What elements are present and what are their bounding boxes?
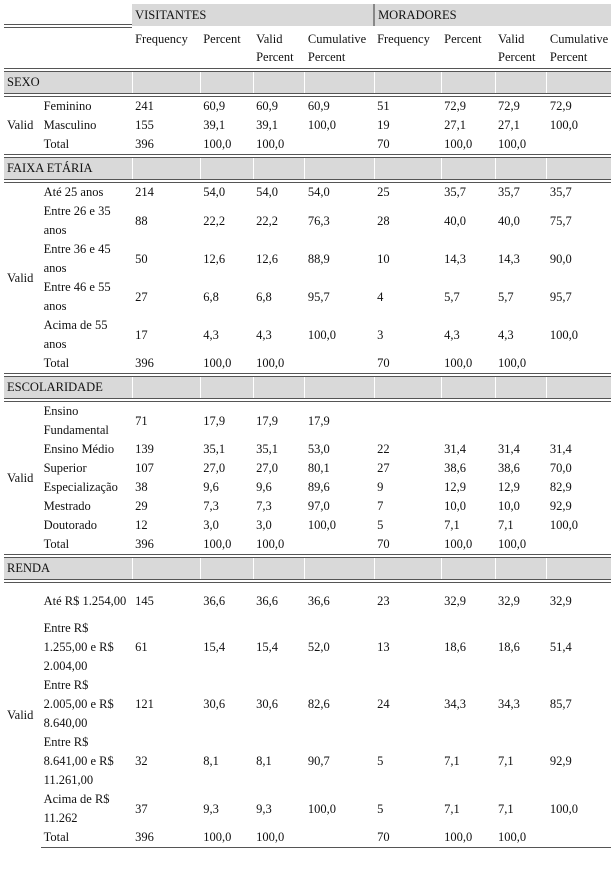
row-label: Total <box>41 354 133 375</box>
moradores-cell-valid-percent: 32,9 <box>495 581 547 619</box>
row-label: Doutorado <box>43 518 98 532</box>
section-header-row <box>4 375 611 400</box>
visitantes-cell-frequency: 145 <box>132 581 200 619</box>
moradores-cell-frequency: 5 <box>377 801 384 816</box>
moradores-cell-cumulative-percent: 72,9 <box>547 95 611 116</box>
visitantes-cell-frequency: 396 <box>132 354 200 375</box>
moradores-cell-frequency: 70 <box>374 135 441 156</box>
visitantes-cell-valid-percent: 100,0 <box>253 135 305 156</box>
visitantes-cell-percent: 12,6 <box>203 251 226 266</box>
visitantes-cell-percent: 17,9 <box>200 400 253 440</box>
moradores-cell-cumulative-percent: 70,0 <box>549 461 572 475</box>
moradores-cell-cumulative-percent: 100,0 <box>549 327 578 342</box>
visitantes-cell-cumulative-percent <box>305 535 374 556</box>
visitantes-cell-frequency: 396 <box>132 535 200 556</box>
visitantes-cell-valid-percent: 9,6 <box>256 480 272 494</box>
visitantes-cell-cumulative-percent: 90,7 <box>307 754 330 768</box>
visitantes-cell-frequency: 50 <box>135 251 148 266</box>
moradores-cell-cumulative-percent <box>547 535 611 556</box>
column-header-row <box>4 26 611 70</box>
moradores-cell-frequency: 5 <box>377 518 384 532</box>
moradores-cell-valid-percent: 40,0 <box>498 213 520 228</box>
row-label: Até R$ 1.254,00 <box>41 581 133 619</box>
section-title: ESCOLARIDADE <box>4 375 132 400</box>
moradores-cell-cumulative-percent: 92,9 <box>549 754 572 768</box>
visitantes-cell-valid-percent: 9,3 <box>256 801 272 816</box>
moradores-cell-valid-percent: 7,1 <box>498 518 514 532</box>
moradores-cell-valid-percent: 10,0 <box>498 499 520 513</box>
visitantes-cell-valid-percent: 7,3 <box>256 499 272 513</box>
moradores-cell-valid-percent: 7,1 <box>498 801 514 816</box>
visitantes-cell-frequency: 38 <box>135 480 148 494</box>
visitantes-cell-percent: 22,2 <box>203 213 226 228</box>
moradores-cell-cumulative-percent: 100,0 <box>549 118 578 132</box>
col-cumulative-percent-moradores: Cumulative Percent <box>549 32 609 64</box>
table-row <box>4 116 611 135</box>
visitantes-cell-frequency: 139 <box>135 442 154 456</box>
row-label: Acima de 55 anos <box>43 318 108 351</box>
row-label: Entre R$ 2.005,00 e R$ 8.640,00 <box>43 678 114 730</box>
visitantes-cell-frequency: 396 <box>132 135 200 156</box>
row-label: Ensino Médio <box>43 442 115 456</box>
row-label: Total <box>41 135 133 156</box>
visitantes-cell-valid-percent: 30,6 <box>256 697 278 711</box>
moradores-cell-frequency: 4 <box>377 289 384 304</box>
valid-label: Valid <box>4 181 41 375</box>
moradores-cell-cumulative-percent: 82,9 <box>549 480 572 494</box>
table-row <box>4 181 611 202</box>
moradores-cell-valid-percent: 100,0 <box>495 354 547 375</box>
visitantes-cell-percent: 8,1 <box>203 754 219 768</box>
moradores-cell-percent: 100,0 <box>441 354 495 375</box>
moradores-cell-percent: 14,3 <box>444 251 467 266</box>
table-row <box>4 459 611 478</box>
visitantes-cell-frequency: 107 <box>135 461 154 475</box>
valid-label: Valid <box>4 400 41 556</box>
visitantes-cell-valid-percent: 39,1 <box>256 118 278 132</box>
visitantes-cell-cumulative-percent: 88,9 <box>307 251 330 266</box>
moradores-cell-valid-percent: 18,6 <box>498 640 520 654</box>
col-frequency-moradores: Frequency <box>377 32 430 46</box>
section-header-row <box>4 70 611 95</box>
visitantes-cell-percent: 3,0 <box>203 518 219 532</box>
table-row <box>4 828 611 848</box>
moradores-cell-frequency: 19 <box>377 118 390 132</box>
visitantes-cell-valid-percent: 35,1 <box>256 442 278 456</box>
moradores-cell-frequency: 27 <box>377 461 390 475</box>
moradores-cell-cumulative-percent: 100,0 <box>549 518 578 532</box>
visitantes-cell-percent: 35,1 <box>203 442 226 456</box>
moradores-cell-percent: 5,7 <box>444 289 460 304</box>
visitantes-cell-percent: 36,6 <box>200 581 253 619</box>
visitantes-cell-percent: 39,1 <box>203 118 226 132</box>
visitantes-cell-valid-percent: 4,3 <box>256 327 272 342</box>
moradores-cell-percent: 7,1 <box>444 754 460 768</box>
moradores-cell-cumulative-percent: 100,0 <box>549 801 578 816</box>
visitantes-cell-cumulative-percent: 100,0 <box>307 801 337 816</box>
table-row <box>4 497 611 516</box>
moradores-cell-frequency: 3 <box>377 327 384 342</box>
visitantes-cell-cumulative-percent: 17,9 <box>305 400 374 440</box>
moradores-cell-cumulative-percent: 92,9 <box>549 499 572 513</box>
moradores-cell-frequency: 22 <box>377 442 390 456</box>
table-row <box>4 316 611 354</box>
group-visitantes: VISITANTES <box>132 4 374 26</box>
table-row <box>4 790 611 828</box>
section-header-row <box>4 556 611 581</box>
group-header-row <box>4 4 611 26</box>
moradores-cell-percent: 7,1 <box>444 518 460 532</box>
moradores-cell-valid-percent: 7,1 <box>498 754 514 768</box>
valid-label: Valid <box>4 581 41 848</box>
moradores-cell-percent: 100,0 <box>441 828 495 848</box>
visitantes-cell-frequency: 155 <box>135 118 154 132</box>
row-label: Entre 36 e 45 anos <box>43 242 111 275</box>
section-title: FAIXA ETÁRIA <box>4 156 132 181</box>
visitantes-cell-percent: 54,0 <box>200 181 253 202</box>
moradores-cell-cumulative-percent <box>547 400 611 440</box>
col-valid-percent-moradores: Valid Percent <box>498 32 536 64</box>
moradores-cell-cumulative-percent: 51,4 <box>549 640 572 654</box>
visitantes-cell-cumulative-percent <box>305 135 374 156</box>
moradores-cell-valid-percent: 35,7 <box>495 181 547 202</box>
visitantes-cell-frequency: 32 <box>135 754 148 768</box>
visitantes-cell-cumulative-percent: 95,7 <box>307 289 330 304</box>
visitantes-cell-cumulative-percent <box>305 354 374 375</box>
moradores-cell-valid-percent: 100,0 <box>495 828 547 848</box>
col-percent-visitantes: Percent <box>203 32 241 46</box>
row-label: Mestrado <box>43 499 91 513</box>
row-label: Entre 46 e 55 anos <box>43 280 111 313</box>
col-percent-moradores: Percent <box>444 32 482 46</box>
visitantes-cell-valid-percent: 27,0 <box>256 461 278 475</box>
visitantes-cell-cumulative-percent: 60,9 <box>305 95 374 116</box>
moradores-cell-percent: 7,1 <box>444 801 460 816</box>
moradores-cell-percent: 100,0 <box>441 135 495 156</box>
moradores-cell-percent: 32,9 <box>441 581 495 619</box>
moradores-cell-frequency: 23 <box>374 581 441 619</box>
row-label: Entre R$ 8.641,00 e R$ 11.261,00 <box>43 735 114 787</box>
visitantes-cell-frequency: 396 <box>132 828 200 848</box>
visitantes-cell-valid-percent: 22,2 <box>256 213 278 228</box>
visitantes-cell-cumulative-percent: 82,6 <box>307 697 330 711</box>
visitantes-cell-cumulative-percent: 89,6 <box>307 480 330 494</box>
visitantes-cell-valid-percent: 15,4 <box>256 640 278 654</box>
row-label: Feminino <box>41 95 133 116</box>
moradores-cell-percent: 10,0 <box>444 499 467 513</box>
moradores-cell-cumulative-percent: 85,7 <box>549 697 572 711</box>
moradores-cell-percent: 4,3 <box>444 327 460 342</box>
moradores-cell-cumulative-percent <box>547 828 611 848</box>
visitantes-cell-percent: 27,0 <box>203 461 226 475</box>
table-row <box>4 676 611 733</box>
row-label: Até 25 anos <box>41 181 133 202</box>
moradores-cell-frequency: 70 <box>374 535 441 556</box>
visitantes-cell-valid-percent: 17,9 <box>253 400 305 440</box>
moradores-cell-percent: 31,4 <box>444 442 467 456</box>
visitantes-cell-frequency: 29 <box>135 499 148 513</box>
visitantes-cell-frequency: 241 <box>132 95 200 116</box>
table-row <box>4 95 611 116</box>
moradores-cell-valid-percent: 14,3 <box>498 251 520 266</box>
visitantes-cell-frequency: 61 <box>135 640 148 654</box>
table-row <box>4 278 611 316</box>
visitantes-cell-frequency: 12 <box>135 518 148 532</box>
visitantes-cell-frequency: 88 <box>135 213 148 228</box>
visitantes-cell-cumulative-percent: 100,0 <box>307 118 337 132</box>
col-frequency-visitantes: Frequency <box>135 32 188 46</box>
moradores-cell-percent: 72,9 <box>441 95 495 116</box>
moradores-cell-cumulative-percent: 31,4 <box>549 442 572 456</box>
frequency-table-container <box>4 4 611 848</box>
moradores-cell-frequency: 9 <box>377 480 384 494</box>
row-label: Total <box>41 828 133 848</box>
visitantes-cell-cumulative-percent: 100,0 <box>307 518 337 532</box>
visitantes-cell-cumulative-percent: 54,0 <box>305 181 374 202</box>
visitantes-cell-cumulative-percent: 80,1 <box>307 461 330 475</box>
table-row <box>4 440 611 459</box>
visitantes-cell-percent: 9,3 <box>203 801 219 816</box>
visitantes-cell-cumulative-percent: 76,3 <box>307 213 330 228</box>
moradores-cell-valid-percent: 27,1 <box>498 118 520 132</box>
visitantes-cell-valid-percent: 54,0 <box>253 181 305 202</box>
row-label: Ensino Fundamental <box>41 400 133 440</box>
row-label: Masculino <box>43 118 97 132</box>
frequency-table <box>4 4 611 848</box>
table-row <box>4 240 611 278</box>
moradores-cell-valid-percent: 38,6 <box>498 461 520 475</box>
table-row <box>4 516 611 535</box>
table-row <box>4 400 611 440</box>
visitantes-cell-percent: 100,0 <box>200 535 253 556</box>
visitantes-cell-percent: 9,6 <box>203 480 219 494</box>
visitantes-cell-frequency: 37 <box>135 801 148 816</box>
moradores-cell-valid-percent: 31,4 <box>498 442 520 456</box>
visitantes-cell-valid-percent: 100,0 <box>253 828 305 848</box>
visitantes-cell-cumulative-percent: 53,0 <box>307 442 330 456</box>
visitantes-cell-percent: 4,3 <box>203 327 219 342</box>
table-row <box>4 354 611 375</box>
moradores-cell-percent: 34,3 <box>444 697 467 711</box>
moradores-cell-valid-percent: 72,9 <box>495 95 547 116</box>
visitantes-cell-percent: 15,4 <box>203 640 226 654</box>
moradores-cell-frequency: 5 <box>377 754 384 768</box>
visitantes-cell-frequency: 214 <box>132 181 200 202</box>
moradores-cell-percent: 27,1 <box>444 118 467 132</box>
row-label: Total <box>41 535 133 556</box>
table-row <box>4 478 611 497</box>
visitantes-cell-valid-percent: 6,8 <box>256 289 272 304</box>
table-row <box>4 202 611 240</box>
moradores-cell-frequency <box>374 400 441 440</box>
visitantes-cell-valid-percent: 3,0 <box>256 518 272 532</box>
table-row <box>4 581 611 619</box>
row-label: Especialização <box>43 480 118 494</box>
visitantes-cell-cumulative-percent: 52,0 <box>307 640 330 654</box>
visitantes-cell-frequency: 121 <box>135 697 154 711</box>
moradores-cell-percent: 12,9 <box>444 480 467 494</box>
moradores-cell-valid-percent: 12,9 <box>498 480 520 494</box>
visitantes-cell-valid-percent: 100,0 <box>253 535 305 556</box>
moradores-cell-valid-percent: 5,7 <box>498 289 514 304</box>
moradores-cell-valid-percent: 4,3 <box>498 327 514 342</box>
visitantes-cell-percent: 6,8 <box>203 289 219 304</box>
visitantes-cell-percent: 60,9 <box>200 95 253 116</box>
moradores-cell-valid-percent: 100,0 <box>495 135 547 156</box>
visitantes-cell-valid-percent: 12,6 <box>256 251 278 266</box>
table-row <box>4 733 611 790</box>
visitantes-cell-percent: 7,3 <box>203 499 219 513</box>
visitantes-cell-frequency: 17 <box>135 327 148 342</box>
row-label: Entre 26 e 35 anos <box>43 204 111 237</box>
moradores-cell-percent: 18,6 <box>444 640 467 654</box>
visitantes-cell-frequency: 27 <box>135 289 148 304</box>
visitantes-cell-valid-percent: 8,1 <box>256 754 272 768</box>
table-body <box>4 70 611 848</box>
section-title: RENDA <box>4 556 132 581</box>
moradores-cell-frequency: 7 <box>377 499 384 513</box>
moradores-cell-frequency: 13 <box>377 640 390 654</box>
col-cumulative-percent-visitantes: Cumulative Percent <box>307 32 367 64</box>
moradores-cell-cumulative-percent: 35,7 <box>547 181 611 202</box>
moradores-cell-percent: 40,0 <box>444 213 467 228</box>
table-row <box>4 619 611 676</box>
moradores-cell-frequency: 24 <box>377 697 390 711</box>
visitantes-cell-valid-percent: 36,6 <box>253 581 305 619</box>
moradores-cell-cumulative-percent <box>547 354 611 375</box>
moradores-cell-frequency: 28 <box>377 213 390 228</box>
moradores-cell-cumulative-percent: 75,7 <box>549 213 572 228</box>
moradores-cell-valid-percent: 100,0 <box>495 535 547 556</box>
moradores-cell-frequency: 10 <box>377 251 390 266</box>
visitantes-cell-cumulative-percent: 97,0 <box>307 499 330 513</box>
visitantes-cell-percent: 30,6 <box>203 697 226 711</box>
moradores-cell-percent <box>441 400 495 440</box>
visitantes-cell-valid-percent: 100,0 <box>253 354 305 375</box>
row-label: Entre R$ 1.255,00 e R$ 2.004,00 <box>43 621 114 673</box>
moradores-cell-frequency: 70 <box>374 354 441 375</box>
moradores-cell-cumulative-percent: 90,0 <box>549 251 572 266</box>
moradores-cell-percent: 100,0 <box>441 535 495 556</box>
visitantes-cell-percent: 100,0 <box>200 135 253 156</box>
table-row <box>4 135 611 156</box>
moradores-cell-cumulative-percent: 32,9 <box>547 581 611 619</box>
row-label: Superior <box>43 461 87 475</box>
valid-label: Valid <box>4 95 41 156</box>
moradores-cell-frequency: 70 <box>374 828 441 848</box>
visitantes-cell-cumulative-percent <box>305 828 374 848</box>
visitantes-cell-cumulative-percent: 36,6 <box>305 581 374 619</box>
visitantes-cell-percent: 100,0 <box>200 354 253 375</box>
section-title: SEXO <box>4 70 132 95</box>
visitantes-cell-frequency: 71 <box>132 400 200 440</box>
moradores-cell-frequency: 51 <box>374 95 441 116</box>
table-row <box>4 535 611 556</box>
section-header-row <box>4 156 611 181</box>
moradores-cell-valid-percent <box>495 400 547 440</box>
group-moradores: MORADORES <box>374 4 611 26</box>
visitantes-cell-cumulative-percent: 100,0 <box>307 327 337 342</box>
row-label: Acima de R$ 11.262 <box>43 792 110 825</box>
col-valid-percent-visitantes: Valid Percent <box>256 32 294 64</box>
moradores-cell-cumulative-percent <box>547 135 611 156</box>
moradores-cell-valid-percent: 34,3 <box>498 697 520 711</box>
moradores-cell-percent: 38,6 <box>444 461 467 475</box>
visitantes-cell-valid-percent: 60,9 <box>253 95 305 116</box>
moradores-cell-cumulative-percent: 95,7 <box>549 289 572 304</box>
moradores-cell-frequency: 25 <box>374 181 441 202</box>
visitantes-cell-percent: 100,0 <box>200 828 253 848</box>
moradores-cell-percent: 35,7 <box>441 181 495 202</box>
